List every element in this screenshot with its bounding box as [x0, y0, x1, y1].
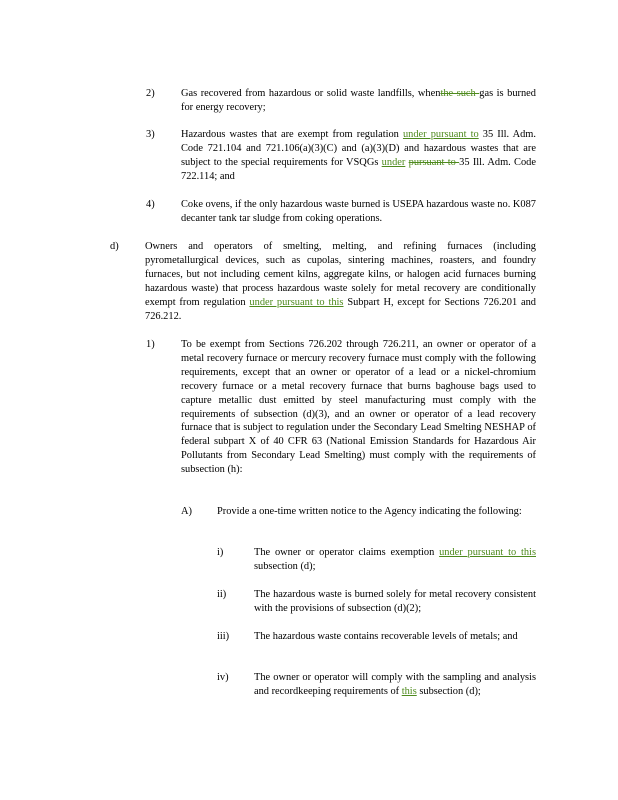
item-label: 1) — [146, 339, 155, 350]
text-run: 35 Ill. Adm. Code 721.104 and 721.106(a)(3)(C) and (a)(3)(D) and hazardous wastes that are subject to the special requirements for VSQGs — [181, 129, 536, 168]
text-run: subsection (d); — [416, 685, 481, 697]
item-label: A) — [181, 506, 192, 517]
deleted-text: pursuant to — [408, 156, 460, 168]
item-label: 2) — [146, 88, 155, 99]
inserted-text: under pursuant to this — [439, 547, 536, 558]
item-text — [254, 671, 536, 699]
item-text — [254, 630, 536, 644]
text-run: gas is burned for energy recovery; — [181, 88, 536, 113]
text-run: Gas recovered from hazardous or solid waste landfills, when — [181, 88, 441, 99]
text-run: Subpart H, except for Sections 726.201 and 726.212. — [145, 296, 536, 322]
item-label: 3) — [146, 129, 155, 140]
text-run: The owner or operator claims exemption — [254, 547, 440, 558]
text-run: Coke ovens, if the only hazardous waste burned is USEPA hazardous waste no. K087 decanter tank tar sludge from coking operations. — [181, 199, 536, 224]
item-label: ii) — [217, 589, 227, 600]
text-run: 35 Ill. Adm. Code 722.114; and — [181, 156, 536, 182]
item-label: i) — [217, 547, 224, 558]
text-run: The hazardous waste is burned solely for metal recovery consistent with the provisions of subsection (d)(2); — [254, 589, 536, 614]
item-text — [181, 198, 536, 226]
item-text — [217, 505, 536, 519]
deleted-text: the such — [440, 88, 480, 99]
item-text — [181, 87, 536, 115]
inserted-text: under pursuant to — [402, 129, 479, 140]
inserted-text: this — [401, 685, 417, 697]
text-run: The hazardous waste contains recoverable levels of metals; and — [254, 631, 518, 642]
text-run: subsection (d); — [254, 560, 316, 572]
item-text — [181, 128, 536, 184]
text-run: Owners and operators of smelting, melting, and refining furnaces (including pyrometallurgical devices, such as cupolas, sintering machines, roasters, and foundry furnaces, but not including cement kilns, aggregate kilns, or halogen acid furnaces burning hazardous waste) that process hazardous waste solely for metal recovery are conditionally exempt from regulation — [145, 241, 536, 308]
inserted-text: under pursuant to this — [249, 296, 344, 308]
item-text — [254, 588, 536, 616]
item-label: d) — [110, 241, 119, 252]
item-label: iii) — [217, 631, 230, 642]
item-label: 4) — [146, 199, 155, 210]
text-run: Provide a one-time written notice to the Agency indicating the following: — [217, 506, 522, 517]
item-text — [254, 546, 536, 574]
item-label: iv) — [217, 672, 229, 683]
inserted-text: under — [381, 156, 406, 168]
text-run: To be exempt from Sections 726.202 through 726.211, an owner or operator of a metal recovery furnace or mercury recovery furnace must comply with the following requirements, except that an owner or operator of a lead or a nickel-chromium recovery furnace or a metal recovery furnace that burns baghouse bags used to capture metallic dust emitted by steel manufacturing must comply with the requirements of subsection (d)(3), and an owner or operator of a lead recovery furnace that is subject to regulation under the Secondary Lead Smelting NESHAP of federal subpart X of 40 CFR 63 (National Emission Standards for Hazardous Air Pollutants from Secondary Lead Smelting) must comply with the requirements of subsection (h): — [181, 339, 536, 476]
item-text — [181, 338, 536, 477]
text-run: Hazardous wastes that are exempt from regulation — [181, 129, 403, 140]
text-run: The owner or operator will comply with the sampling and analysis and recordkeeping requirements of — [254, 672, 536, 697]
item-text — [145, 240, 536, 323]
